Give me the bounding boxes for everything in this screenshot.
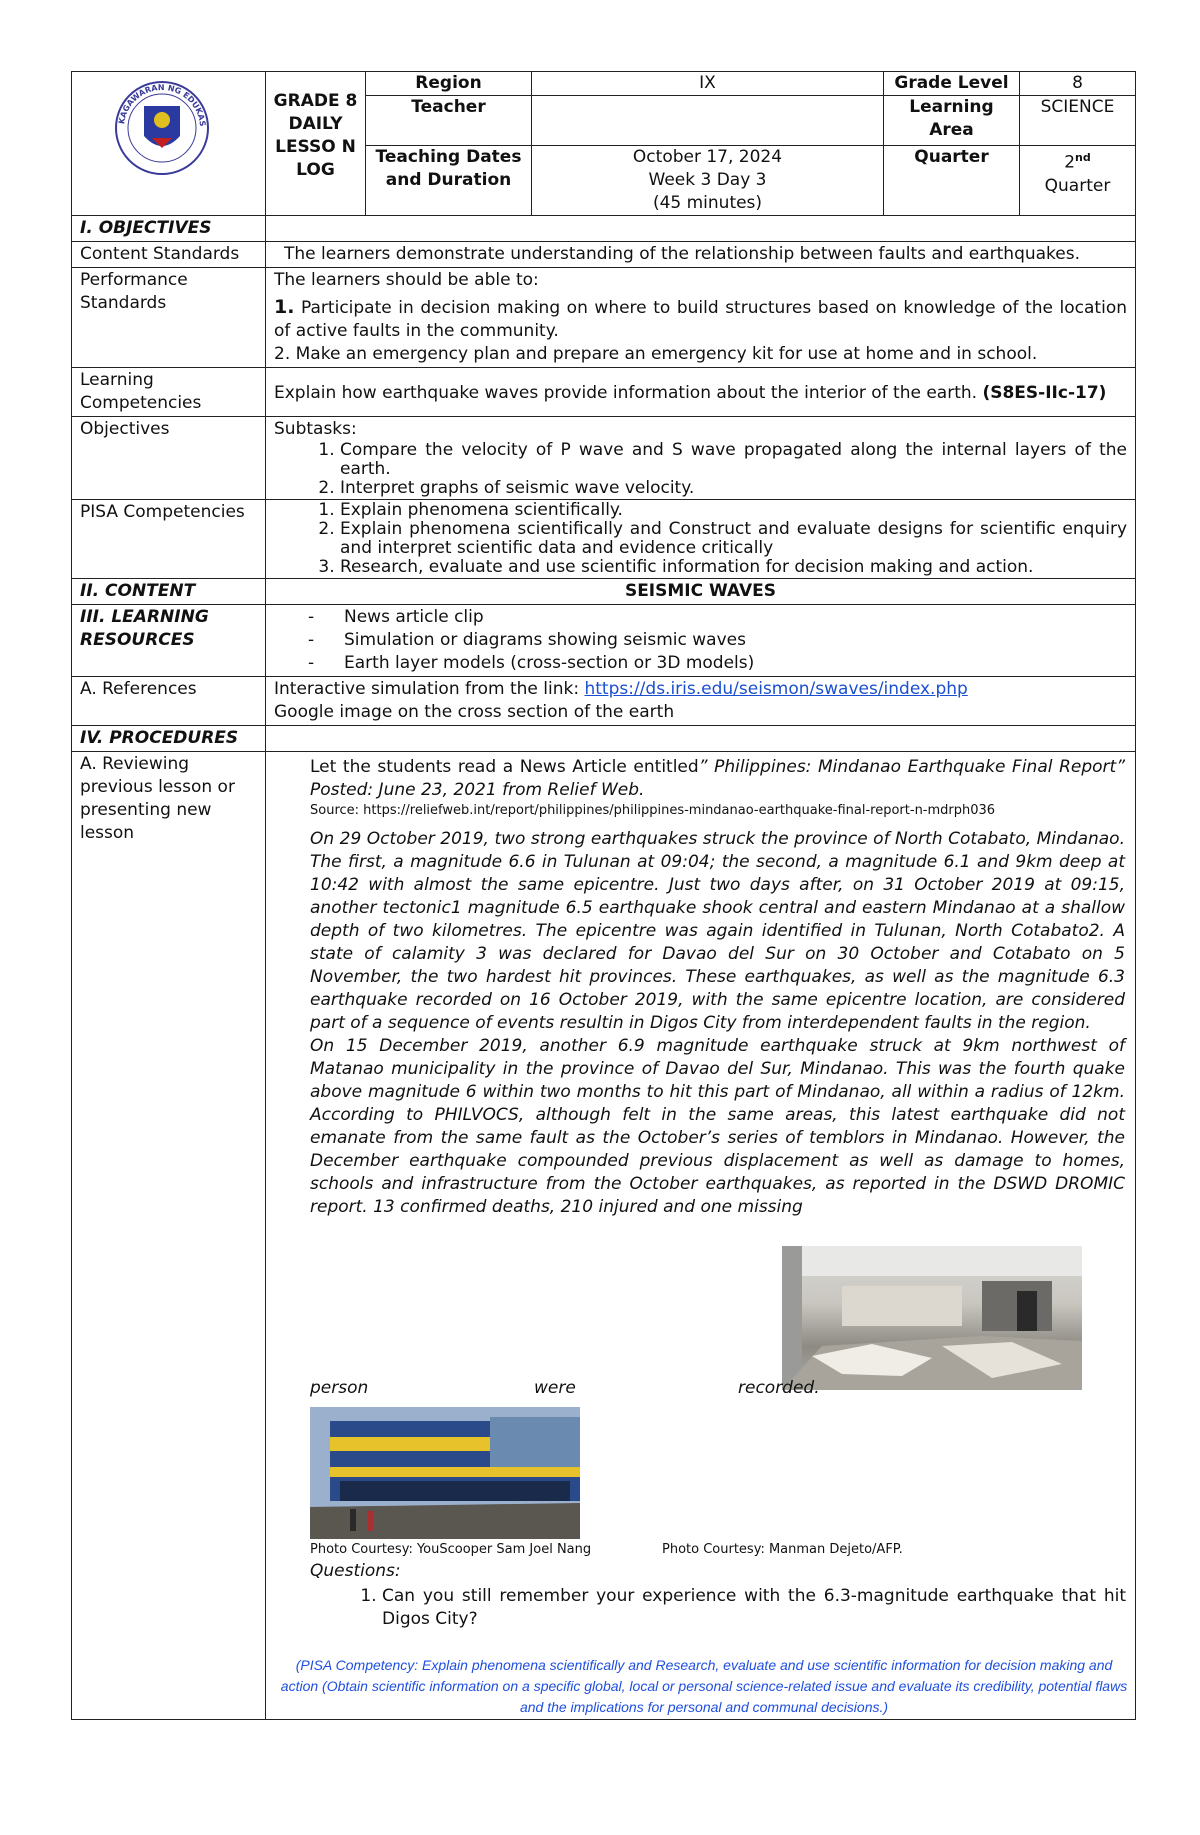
performance-1-num: 1.	[274, 296, 295, 318]
procedures-section-title: IV. PROCEDURES	[72, 726, 266, 752]
competency-code: (S8ES-IIc-17)	[982, 383, 1107, 403]
lesson-log	[71, 71, 1135, 1720]
quarter-word: Quarter	[1044, 175, 1111, 196]
objectives-section-title: I. OBJECTIVES	[72, 216, 266, 242]
question-item: 1. Can you still remember your experience with the 6.3-magnitude earthquake that hit Digos City?	[382, 1585, 1126, 1631]
teaching-dates-label: Teaching Dates and Duration	[366, 146, 532, 216]
week-line: Week 3 Day 3	[648, 170, 767, 190]
school-building-photo	[310, 1407, 580, 1539]
quarter-number: 2	[1064, 152, 1076, 173]
performance-intro: The learners should be able to:	[274, 270, 539, 290]
deped-logo-cell	[72, 72, 266, 216]
objectives-label: Objectives	[72, 417, 266, 500]
damaged-interior-image	[782, 1246, 1082, 1390]
resources-section-title: III. LEARNING RESOURCES	[72, 605, 266, 677]
references-label: A. References	[72, 677, 266, 726]
quarter-label: Quarter	[884, 146, 1020, 216]
teaching-dates-value	[532, 146, 884, 216]
performance-2: 2. Make an emergency plan and prepare an emergency kit for use at home and in school.	[274, 344, 1038, 364]
learning-area-value: SCIENCE	[1020, 96, 1136, 146]
learning-competencies-label: Learning Competencies	[72, 368, 266, 417]
performance-1: Participate in decision making on where to build structures based on knowledge of the location of active faults in the community.	[274, 298, 1127, 341]
resource-item: - Earth layer models (cross-section or 3D models)	[308, 652, 1127, 675]
region-value: IX	[532, 72, 884, 96]
tail-line	[310, 1377, 1126, 1401]
objectives-text	[266, 417, 1136, 500]
school-building-image	[310, 1407, 580, 1539]
region-label: Region	[366, 72, 532, 96]
teacher-value	[532, 96, 884, 146]
references-text	[266, 677, 1136, 726]
damaged-interior-photo	[782, 1246, 1082, 1390]
grade-level-label: Grade Level	[884, 72, 1020, 96]
pisa-item: 3. Research, evaluate and use scientific information for decision making and action.	[340, 558, 1127, 577]
article-intro: Let the students read a News Article entitled” Philippines: Mindanao Earthquake Final Report” Posted: June 23, 2021 from Relief Web.	[310, 757, 1125, 800]
svg-text:KAGAWARAN NG EDUKASYON: KAGAWARAN NG EDUKAS	[117, 82, 208, 127]
procedure-a-content	[266, 752, 1136, 1720]
article-source: Source: https://reliefweb.int/report/philippines/philippines-mindanao-earthquake-final-report-n-mdrph036	[310, 803, 996, 818]
pisa-competencies-label: PISA Competencies	[72, 500, 266, 579]
tail-word: person	[310, 1378, 369, 1398]
date-line: October 17, 2024	[632, 147, 783, 167]
content-standards-text: The learners demonstrate understanding of the relationship between faults and earthquakes.	[266, 242, 1136, 268]
quarter-suffix: nd	[1075, 151, 1091, 164]
deped-seal-icon	[72, 76, 266, 184]
pisa-item: 1. Explain phenomena scientifically.	[340, 501, 1127, 520]
ref-line-1: Interactive simulation from the link:	[274, 679, 585, 699]
tail-word: were	[534, 1378, 576, 1398]
grade-level-value: 8	[1020, 72, 1136, 96]
teacher-label: Teacher	[366, 96, 532, 146]
procedure-a-label: A. Reviewing previous lesson or presenting new lesson	[72, 752, 266, 1720]
duration-line: (45 minutes)	[652, 193, 763, 213]
performance-standards-label: Performance Standards	[72, 268, 266, 368]
questions-label: Questions:	[310, 1561, 401, 1581]
content-section-title: II. CONTENT	[72, 579, 266, 605]
learning-competencies-text	[266, 368, 1136, 417]
learning-area-label: Learning Area	[884, 96, 1020, 146]
pisa-competencies-text	[266, 500, 1136, 579]
competency-text: Explain how earthquake waves provide information about the interior of the earth.	[274, 383, 978, 403]
article-paragraph-1: On 29 October 2019, two strong earthquakes struck the province of North Cotabato, Mindanao. The first, a magnitude 6.6 in Tulunan at 09:04; the second, a magnitude 6.1 and 9km deep at 10:42 with almost the same epicentre. Just two days after, on 31 October 2019 at 09:15, another tectonic1 magnitude 6.5 earthquake shook central and eastern Mindanao at a shallow depth of two kilometres. The epicentre was again identified in Tulunan, North Cotabato2. A state of calamity 3 was declared for Davao del Sur on 30 October and Cotabato on 5 November, the two hardest hit provinces. These earthquakes, as well as the magnitude 6.3 earthquake recorded on 16 October 2019, with the same epicentre location, are considered part of a sequence of events resultin in Digos City from interdependent faults in the region.	[310, 829, 1125, 1033]
subtask-item: 2. Interpret graphs of seismic wave velocity.	[340, 479, 1127, 498]
resource-item: - Simulation or diagrams showing seismic waves	[308, 629, 1127, 652]
resource-item: - News article clip	[308, 606, 1127, 629]
ref-line-2: Google image on the cross section of the earth	[274, 702, 675, 722]
simulation-link[interactable]: https://ds.iris.edu/seismon/swaves/index.php	[584, 679, 968, 699]
grade-title: GRADE 8 DAILY LESSO N LOG	[266, 72, 366, 216]
pisa-competency-note: (PISA Competency: Explain phenomena scientifically and Research, evaluate and use scientific information for decision making and action (Obtain scientific information on a specific global, local or personal science-related issue and evaluate its credibility, potential flaws and the implications for personal and communal decisions.)	[280, 1657, 1128, 1715]
quarter-value	[1020, 146, 1136, 216]
photo-credit-2: Photo Courtesy: Manman Dejeto/AFP.	[662, 1542, 903, 1557]
tail-word: recorded.	[738, 1378, 820, 1398]
content-value: SEISMIC WAVES	[266, 579, 1136, 605]
subtask-item: 1. Compare the velocity of P wave and S wave propagated along the internal layers of the earth.	[340, 441, 1127, 479]
content-standards-label: Content Standards	[72, 242, 266, 268]
questions-block	[310, 1560, 1126, 1631]
article-paragraph-2: On 15 December 2019, another 6.9 magnitude earthquake struck at 9km northwest of Matanao municipality in the province of Davao del Sur, Mindanao. This was the fourth quake above magnitude 6 within two months to hit this part of Mindanao, all within a radius of 12km. According to PHILVOCS, although felt in the same areas, this latest earthquake did not emanate from the same fault as the October’s series of temblors in Mindanao. However, the December earthquake compounded previous displacement as well as damage to homes, schools and infrastructure from the October earthquakes, as reported in the DSWD DROMIC report. 13 confirmed deaths, 210 injured and one missing	[310, 1036, 1125, 1217]
performance-standards-text	[266, 268, 1136, 368]
pisa-item: 2. Explain phenomena scientifically and Construct and evaluate designs for scientific enquiry and interpret scientific data and evidence critically	[340, 520, 1127, 558]
subtasks-label: Subtasks:	[274, 419, 357, 439]
resources-list	[266, 605, 1136, 677]
photo-credit-1: Photo Courtesy: YouScooper Sam Joel Nang	[310, 1542, 592, 1557]
lesson-table	[71, 71, 1136, 1720]
